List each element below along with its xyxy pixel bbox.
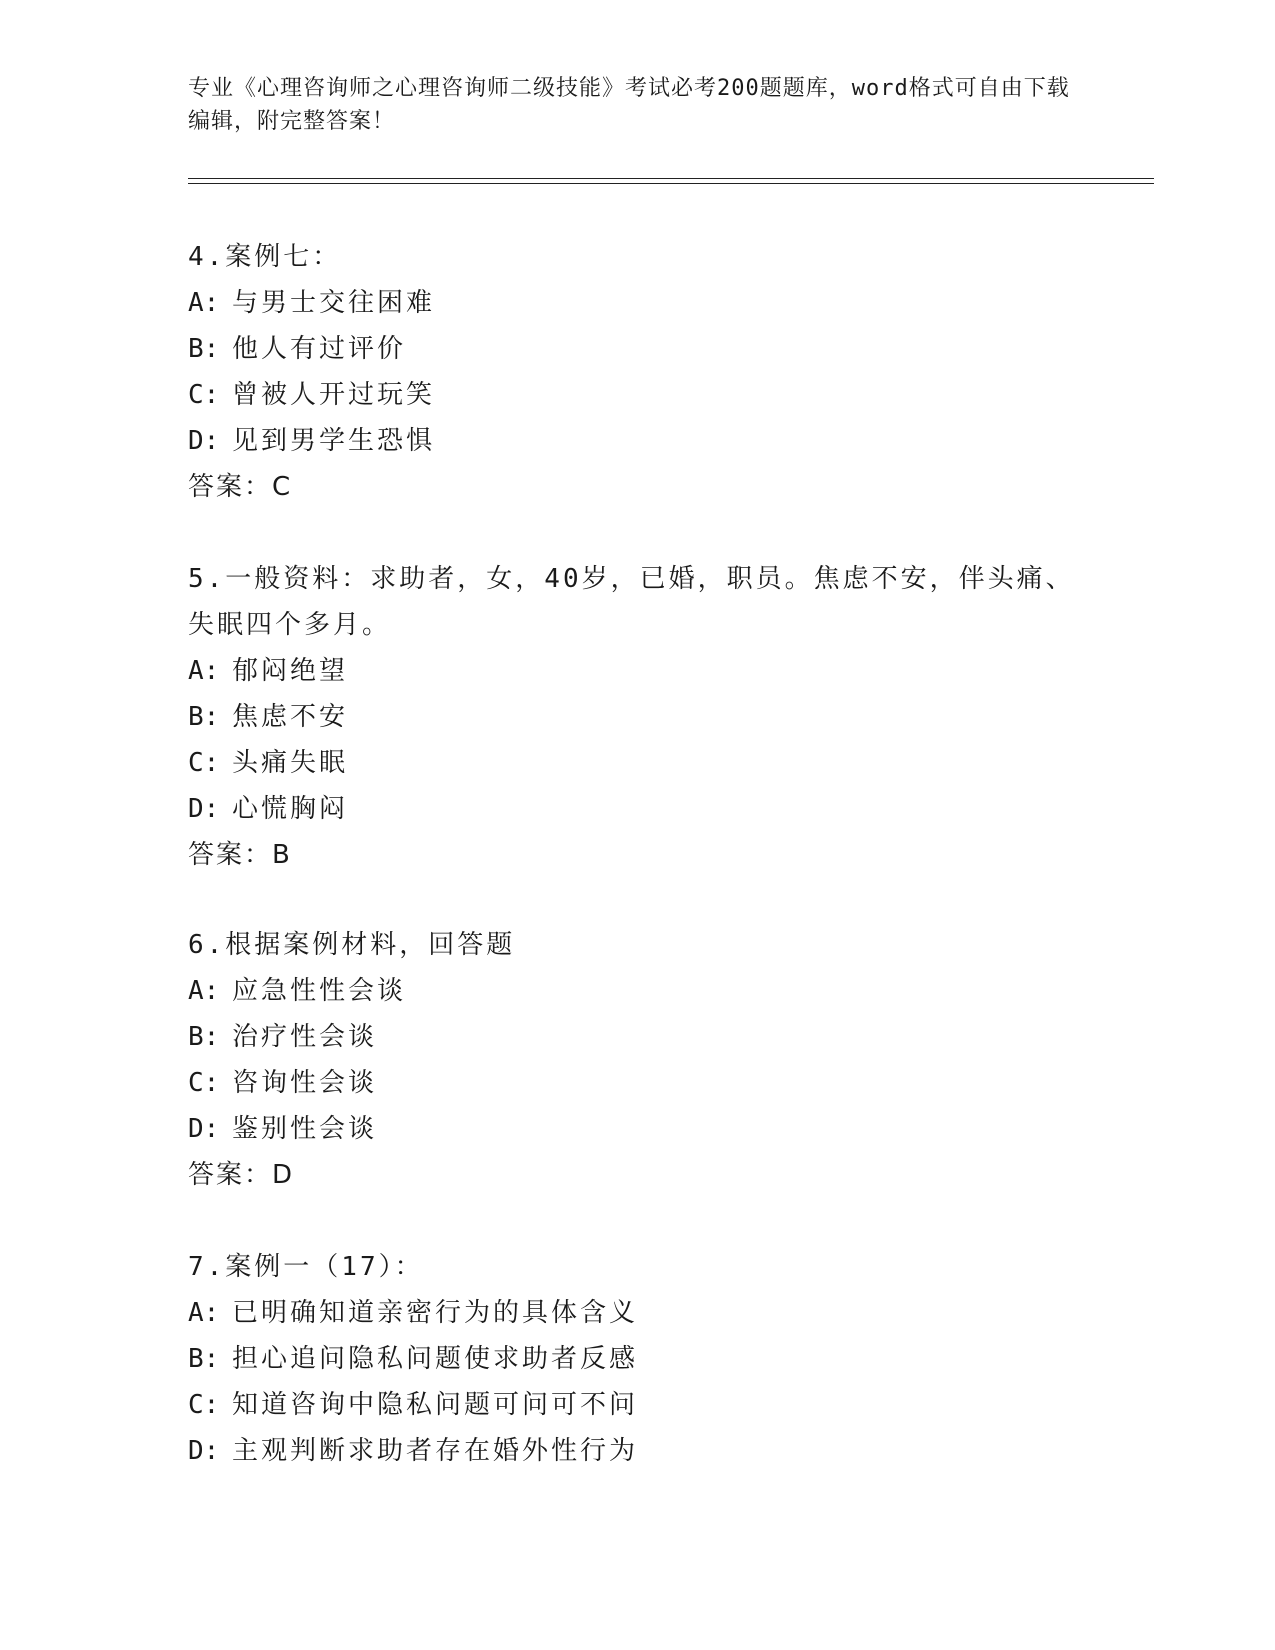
option-b [188, 1014, 1088, 1060]
option-c [188, 1382, 1088, 1428]
option-text: 他人有过评价 [232, 334, 407, 364]
document-header [188, 72, 1088, 138]
question-stem: 7.案例一（17）： [188, 1252, 424, 1282]
option-text: 鉴别性会谈 [232, 1114, 378, 1144]
option-letter: D: [188, 1436, 220, 1466]
option-text: 担心追问隐私问题使求助者反感 [232, 1344, 639, 1374]
option-text: 治疗性会谈 [232, 1022, 378, 1052]
answer-line: 答案：D [188, 1160, 295, 1190]
option-c [188, 372, 1088, 418]
option-text: 焦虑不安 [232, 702, 349, 732]
option-text: 应急性性会谈 [232, 976, 407, 1006]
option-b [188, 1336, 1088, 1382]
option-letter: C: [188, 380, 220, 410]
option-letter: C: [188, 748, 220, 778]
question-7 [188, 1244, 1088, 1474]
option-letter: A: [188, 976, 220, 1006]
option-b [188, 326, 1088, 372]
option-letter: B: [188, 1344, 220, 1374]
option-a [188, 968, 1088, 1014]
option-text: 主观判断求助者存在婚外性行为 [232, 1436, 639, 1466]
header-text: 专业《心理咨询师之心理咨询师二级技能》考试必考200题题库，word格式可自由下载编辑，附完整答案！ [188, 76, 1070, 134]
option-letter: A: [188, 1298, 220, 1328]
question-stem: 5.一般资料：求助者，女，40岁，已婚，职员。焦虑不安，伴头痛、失眠四个多月。 [188, 564, 1075, 640]
option-b [188, 694, 1088, 740]
option-letter: B: [188, 1022, 220, 1052]
option-d [188, 418, 1088, 464]
option-text: 曾被人开过玩笑 [232, 380, 436, 410]
answer-line: 答案：B [188, 840, 292, 870]
option-letter: A: [188, 656, 220, 686]
question-6 [188, 922, 1088, 1198]
option-c [188, 1060, 1088, 1106]
option-a [188, 648, 1088, 694]
option-c [188, 740, 1088, 786]
option-letter: C: [188, 1390, 220, 1420]
option-letter: D: [188, 1114, 220, 1144]
option-text: 郁闷绝望 [232, 656, 349, 686]
question-stem: 4.案例七： [188, 242, 342, 272]
option-letter: D: [188, 794, 220, 824]
option-letter: B: [188, 702, 220, 732]
question-4 [188, 234, 1088, 510]
question-stem: 6.根据案例材料，回答题 [188, 930, 516, 960]
option-text: 头痛失眠 [232, 748, 349, 778]
option-text: 心慌胸闷 [232, 794, 349, 824]
option-letter: C: [188, 1068, 220, 1098]
option-text: 与男士交往困难 [232, 288, 436, 318]
option-a [188, 1290, 1088, 1336]
option-text: 知道咨询中隐私问题可问可不问 [232, 1390, 639, 1420]
answer-line: 答案：C [188, 472, 293, 502]
header-divider-bottom [188, 183, 1154, 184]
option-letter: B: [188, 334, 220, 364]
option-letter: D: [188, 426, 220, 456]
option-text: 见到男学生恐惧 [232, 426, 436, 456]
option-text: 咨询性会谈 [232, 1068, 378, 1098]
option-letter: A: [188, 288, 220, 318]
option-d [188, 1106, 1088, 1152]
question-5 [188, 556, 1088, 878]
option-text: 已明确知道亲密行为的具体含义 [232, 1298, 639, 1328]
header-divider-top [188, 178, 1154, 179]
option-d [188, 1428, 1088, 1474]
option-a [188, 280, 1088, 326]
option-d [188, 786, 1088, 832]
